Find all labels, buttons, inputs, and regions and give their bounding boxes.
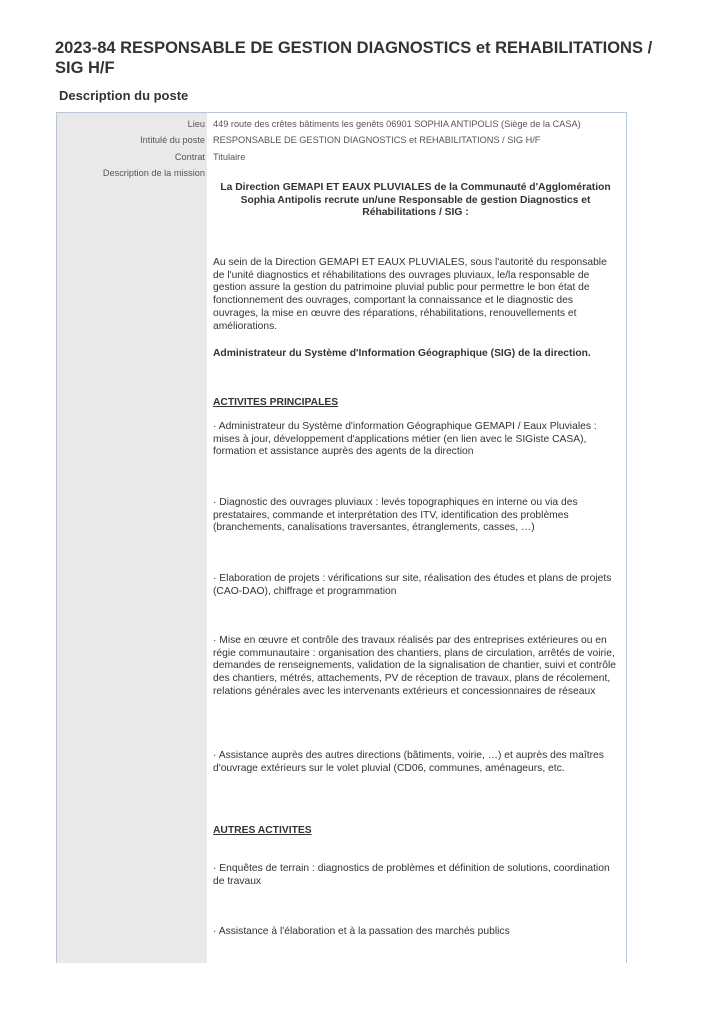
mission-intro-title-block: [213, 182, 618, 220]
main-activity-text: · Mise en œuvre et contrôle des travaux réalisés par des entreprises extérieures ou en régie communautaire : organisation des chantiers, plans de circulation, arrêtés de voirie, demandes de renseignements, validation de la signalisation de chantier, suivi et contrôle des chantiers, métrés, attachements, PV de réception de travaux, plans de récolement, relations générales avec les intervenants extérieurs et concessionnaires de réseaux: [213, 635, 616, 697]
main-activity-text: · Elaboration de projets : vérifications sur site, réalisation des études et plans de projets (CAO-DAO), chiffrage et programmation: [213, 573, 612, 597]
field-value-lieu: 449 route des crêtes bâtiments les genêts 06901 SOPHIA ANTIPOLIS (Siège de la CASA): [213, 119, 581, 129]
main-activity-item-3: [213, 573, 618, 598]
main-activities-heading: ACTIVITES PRINCIPALES: [213, 397, 339, 408]
main-activity-item-5: [213, 750, 618, 775]
other-activity-text: · Enquêtes de terrain : diagnostics de problèmes et définition de solutions, coordination de travaux: [213, 863, 610, 887]
other-activity-item-2: [213, 926, 618, 939]
mission-admin-line: Administrateur du Système d'Information Géographique (SIG) de la direction.: [213, 348, 591, 359]
field-label-contrat: Contrat: [174, 152, 205, 162]
main-activity-text: · Assistance auprès des autres directions (bâtiments, voirie, …) et auprès des maîtres d'ouvrage extérieurs sur le volet pluvial (CD06, communes, aménageurs, etc.: [213, 750, 604, 774]
label-column: [57, 113, 207, 963]
other-activity-text: · Assistance à l'élaboration et à la passation des marchés publics: [213, 926, 510, 937]
main-activity-item-4: [213, 635, 618, 699]
main-activity-item-1: [213, 421, 618, 459]
mission-intro-title: La Direction GEMAPI ET EAUX PLUVIALES de la Communauté d'Agglomération Sophia Antipolis recrute un/une Responsable de gestion Diagnostics et Réhabilitations / SIG :: [220, 182, 611, 219]
field-label-description: Description de la mission: [102, 168, 205, 178]
mission-intro-text: Au sein de la Direction GEMAPI ET EAUX PLUVIALES, sous l'autorité du responsable de l'unité diagnostics et réhabilitations des ouvrages pluviaux, le/la responsable de gestion assure la gestion du patrimoine pluvial public pour permettre le bon état de fonctionnement des ouvrages, comportant la connaissance et le diagnostic des ouvrages, la mise en œuvre des réparations, réhabilitations, renouvellements et améliorations.: [213, 257, 607, 332]
other-activities-heading-block: [213, 825, 618, 838]
main-activity-text: · Diagnostic des ouvrages pluviaux : levés topographiques en interne ou via des prestataires, commande et interprétation des ITV, identification des problèmes (branchements, canalisations traversantes, étranglements, casses, …): [213, 497, 578, 534]
section-header: Description du poste: [59, 88, 189, 103]
main-activity-text: · Administrateur du Système d'information Géographique GEMAPI / Eaux Pluviales : mises à jour, développement d'applications métier (en lien avec le SIGiste CASA), formation et assistance auprès des agents de la direction: [213, 421, 597, 458]
field-value-contrat: Titulaire: [213, 152, 246, 162]
other-activities-heading: AUTRES ACTIVITES: [213, 825, 312, 836]
job-details-panel: [56, 112, 627, 963]
mission-intro-text-block: [213, 257, 618, 333]
field-label-lieu: Lieu: [187, 119, 205, 129]
page-title: 2023-84 RESPONSABLE DE GESTION DIAGNOSTICS et REHABILITATIONS / SIG H/F: [55, 39, 653, 77]
main-activities-heading-block: [213, 397, 618, 410]
main-activity-item-2: [213, 497, 618, 535]
field-label-intitule: Intitulé du poste: [140, 135, 205, 145]
mission-admin-block: [213, 348, 618, 361]
field-value-intitule: RESPONSABLE DE GESTION DIAGNOSTICS et REHABILITATIONS / SIG H/F: [213, 135, 541, 145]
other-activity-item-1: [213, 863, 618, 888]
